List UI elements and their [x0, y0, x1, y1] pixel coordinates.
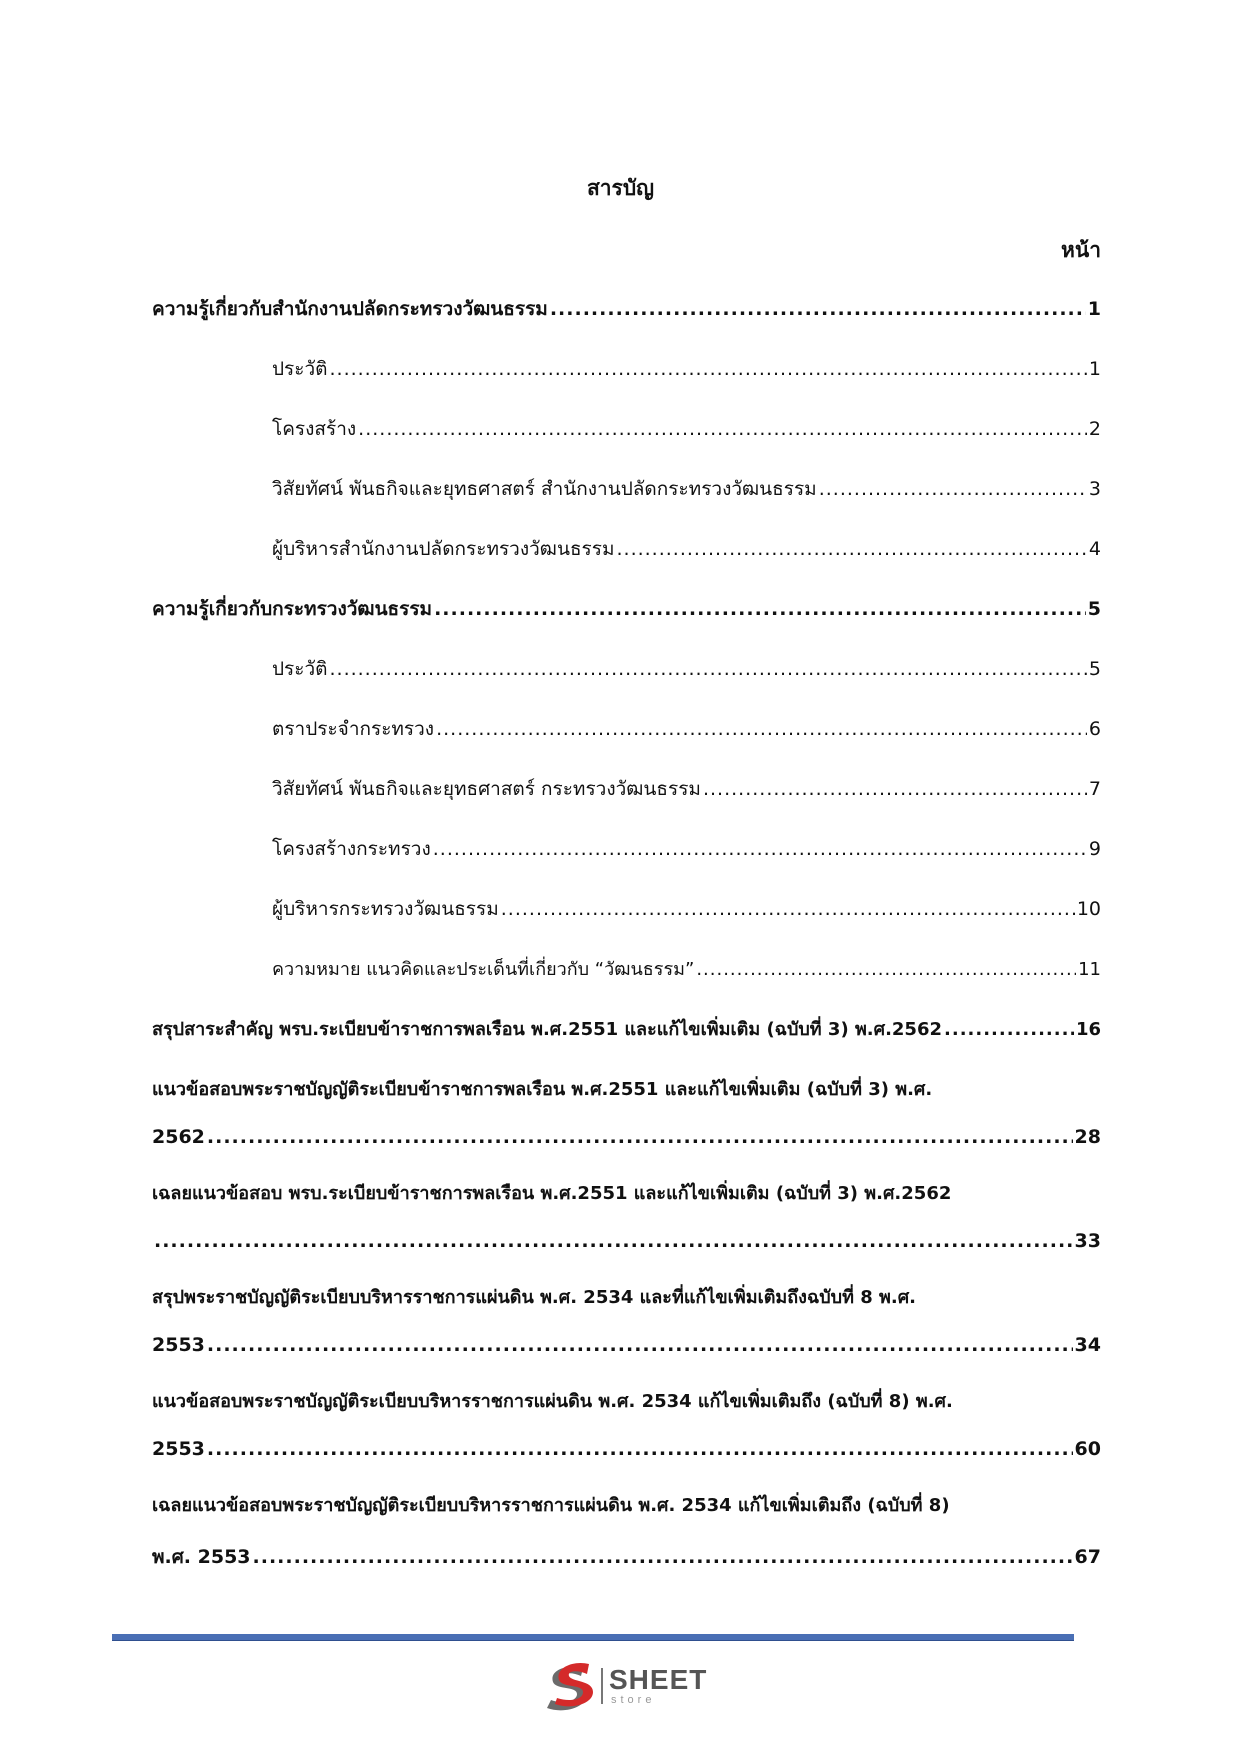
dot-leader — [501, 898, 1075, 920]
toc-page-number: 2 — [1088, 418, 1101, 440]
toc-entry[interactable] — [152, 1438, 1101, 1460]
toc-entry[interactable] — [272, 774, 1101, 804]
toc-entry[interactable] — [152, 594, 1101, 624]
toc-label: วิสัยทัศน์ พันธกิจและยุทธศาสตร์ กระทรวงวัฒนธรรม — [272, 778, 701, 800]
toc-page-number: 67 — [1074, 1546, 1101, 1568]
logo-word: SHEET — [609, 1664, 708, 1695]
toc-label: ความหมาย แนวคิดและประเด็นที่เกี่ยวกับ “วัฒนธรรม” — [272, 959, 695, 980]
toc-label: ประวัติ — [272, 658, 328, 680]
dot-leader — [207, 1126, 1073, 1148]
toc-label: โครงสร้างกระทรวง — [272, 838, 431, 860]
toc-entry-line1[interactable]: สรุปพระราชบัญญัติระเบียบบริหารราชการแผ่นดิน พ.ศ. 2534 และที่แก้ไขเพิ่มเติมถึงฉบับที่ 8 พ.ศ. — [152, 1287, 916, 1308]
dot-leader — [154, 1230, 1073, 1252]
toc-page-number: 5 — [1087, 598, 1101, 620]
toc-page-number: 60 — [1074, 1438, 1101, 1460]
dot-leader — [253, 1546, 1073, 1568]
toc-label: โครงสร้าง — [272, 418, 357, 440]
sheet-store-logo — [543, 1662, 713, 1712]
toc-label: 2553 — [152, 1334, 205, 1356]
toc-page-number: 34 — [1074, 1334, 1101, 1356]
sheet-store-logo-icon — [543, 1662, 597, 1712]
toc-entry[interactable] — [272, 534, 1101, 564]
toc-entry[interactable] — [272, 714, 1101, 744]
toc-label: วิสัยทัศน์ พันธกิจและยุทธศาสตร์ สำนักงานปลัดกระทรวงวัฒนธรรม — [272, 478, 817, 500]
toc-entry[interactable] — [152, 1126, 1101, 1148]
dot-leader — [616, 538, 1086, 560]
toc-entry[interactable] — [272, 414, 1101, 444]
toc-entry[interactable] — [152, 1230, 1101, 1252]
toc-page-number: 11 — [1078, 959, 1101, 980]
toc-page-number: 5 — [1088, 658, 1101, 680]
logo-subword: store — [611, 1694, 656, 1706]
toc-page-number: 6 — [1088, 718, 1101, 740]
dot-leader — [819, 478, 1087, 500]
toc-page-number: 4 — [1088, 538, 1101, 560]
toc-entry[interactable] — [152, 1542, 1101, 1572]
toc-entry[interactable] — [152, 294, 1101, 324]
toc-entry[interactable] — [152, 1334, 1101, 1356]
toc-label: ความรู้เกี่ยวกับสำนักงานปลัดกระทรวงวัฒนธรรม — [152, 298, 548, 320]
dot-leader — [433, 838, 1087, 860]
toc-entry-line1[interactable]: แนวข้อสอบพระราชบัญญัติระเบียบบริหารราชการแผ่นดิน พ.ศ. 2534 แก้ไขเพิ่มเติมถึง (ฉบับที่ 8) พ.ศ. — [152, 1391, 953, 1412]
dot-leader — [944, 1019, 1074, 1040]
logo-divider — [601, 1668, 603, 1704]
toc-entry-line1[interactable]: เฉลยแนวข้อสอบพระราชบัญญัติระเบียบบริหารราชการแผ่นดิน พ.ศ. 2534 แก้ไขเพิ่มเติมถึง (ฉบับที่ 8) — [152, 1495, 950, 1516]
dot-leader — [358, 418, 1087, 440]
toc-page-number: 16 — [1075, 1019, 1101, 1040]
toc-entry[interactable] — [272, 834, 1101, 864]
dot-leader — [703, 778, 1087, 800]
toc-label: 2553 — [152, 1438, 205, 1460]
toc-entry-line1[interactable]: แนวข้อสอบพระราชบัญญัติระเบียบข้าราชการพลเรือน พ.ศ.2551 และแก้ไขเพิ่มเติม (ฉบับที่ 3) พ.ศ. — [152, 1079, 933, 1100]
toc-page-number: 3 — [1088, 478, 1101, 500]
dot-leader — [550, 298, 1086, 320]
dot-leader — [207, 1438, 1073, 1460]
footer-rule — [112, 1634, 1074, 1641]
toc-label: พ.ศ. 2553 — [152, 1546, 251, 1568]
page-column-header: หน้า — [1061, 238, 1101, 262]
dot-leader — [436, 718, 1087, 740]
toc-label: ความรู้เกี่ยวกับกระทรวงวัฒนธรรม — [152, 598, 433, 620]
toc-page-number: 33 — [1074, 1230, 1101, 1252]
dot-leader — [207, 1334, 1073, 1356]
toc-label: สรุปสาระสำคัญ พรบ.ระเบียบข้าราชการพลเรือน พ.ศ.2551 และแก้ไขเพิ่มเติม (ฉบับที่ 3) พ.ศ.2562 — [152, 1019, 943, 1040]
toc-entry[interactable] — [272, 654, 1101, 684]
page-title: สารบัญ — [586, 176, 655, 200]
toc-entry[interactable] — [152, 1014, 1101, 1043]
toc-label: ตราประจำกระทรวง — [272, 718, 435, 740]
toc-page-number: 1 — [1088, 358, 1101, 380]
toc-entry[interactable] — [272, 354, 1101, 384]
dot-leader — [329, 358, 1086, 380]
toc-entry[interactable] — [272, 894, 1101, 924]
toc-label: ผู้บริหารกระทรวงวัฒนธรรม — [272, 898, 499, 920]
toc-label: ผู้บริหารสำนักงานปลัดกระทรวงวัฒนธรรม — [272, 538, 615, 560]
toc-page-number: 7 — [1088, 778, 1101, 800]
toc-label: ประวัติ — [272, 358, 328, 380]
toc-entry[interactable] — [272, 474, 1101, 504]
toc-page-number: 9 — [1088, 838, 1101, 860]
dot-leader — [434, 598, 1086, 620]
dot-leader — [696, 959, 1076, 980]
toc-entry[interactable] — [272, 954, 1101, 983]
toc-page-number: 28 — [1074, 1126, 1101, 1148]
toc-page-number: 1 — [1087, 298, 1101, 320]
toc-page-number: 10 — [1076, 898, 1101, 920]
toc-label: 2562 — [152, 1126, 205, 1148]
toc-entry-line1[interactable]: เฉลยแนวข้อสอบ พรบ.ระเบียบข้าราชการพลเรือน พ.ศ.2551 และแก้ไขเพิ่มเติม (ฉบับที่ 3) พ.ศ.2562 — [152, 1183, 952, 1204]
dot-leader — [329, 658, 1086, 680]
